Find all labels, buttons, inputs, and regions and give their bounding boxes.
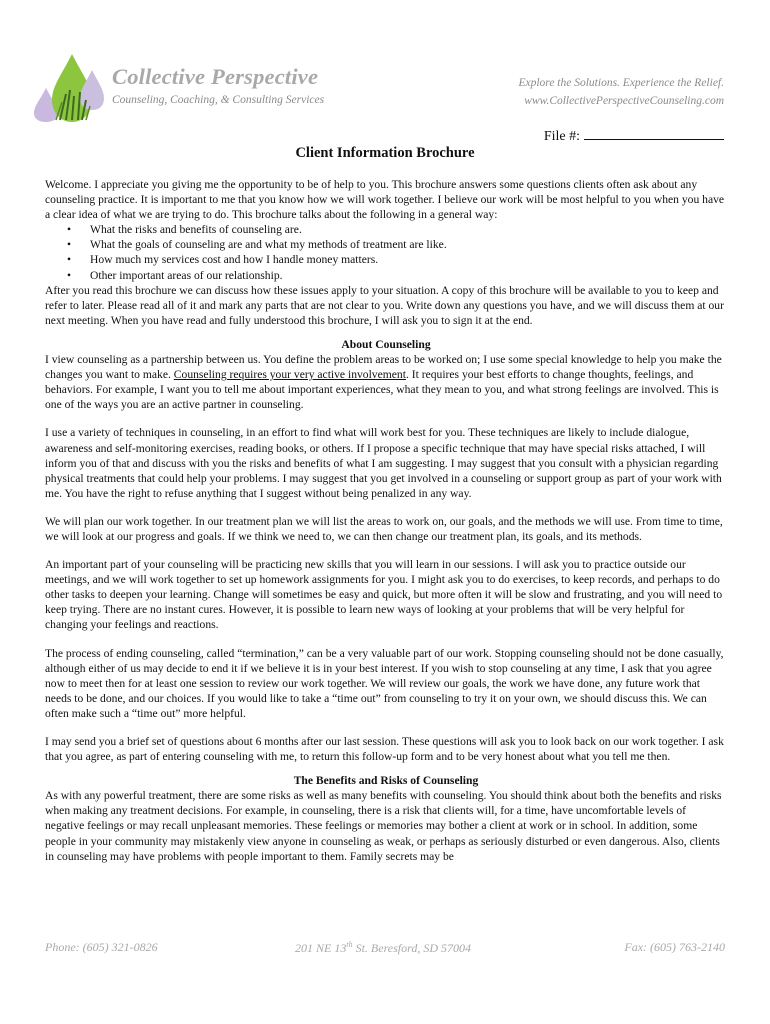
bullet-icon: •	[67, 253, 72, 267]
about-paragraph-4: An important part of your counseling will be practicing new skills that you will learn in our sessions. I will ask you to practice outside our meetings, and we will work together to set up homework assignments for you. I might ask you to do exercises, to keep records, and perhaps to do other tasks to deepen your learning. Change will sometimes be easy and quick, but more often it will be slow and frustrating, and you will need to keep trying. There are no instant cures. However, it is possible to learn new ways of looking at your problems that will be very helpful for changing your feelings and reactions.	[45, 558, 723, 632]
about-paragraph-2: I use a variety of techniques in counseling, in an effort to find what will work best for you. These techniques are likely to include dialogue, awareness and self-monitoring exercises, reading books, or others. If I propose a specific technique that may have special risks attached, I will inform you of that and discuss with you the risks and benefits of what I am suggesting. I may suggest that you consult with a physician regarding physical treatments that could help your problems. I may suggest that you get involved in a counseling or support group as part of your work with me. You have the right to refuse anything that I suggest without being penalized in any way.	[45, 426, 722, 500]
about-counseling-heading: About Counseling	[341, 337, 431, 351]
footer-phone: Phone: (605) 321-0826	[45, 940, 158, 954]
about-paragraph-5: The process of ending counseling, called “termination,” can be a very valuable part of our work. Stopping counseling should not be done casually, although either of us may decide to end it if we believe it is in your best interest. If you wish to stop counseling at any time, I ask that you agree now to meet then for at least one session to review our work together. We will review our goals, the work we have done, any future work that needs to be done, and our choices. If you would like to take a “time out” from counseling to try it on your own, we should discuss this. We can often make such a “time out” more helpful.	[45, 646, 724, 720]
file-number-blank[interactable]	[584, 127, 724, 140]
footer-fax: Fax: (605) 763-2140	[624, 940, 725, 954]
intro-closing-paragraph: After you read this brochure we can discuss how these issues apply to your situation. A copy of this brochure will be available to you to keep and refer to later. Please read all of it and mark any parts that are not clear to you. Write down any questions you have, and we will discuss them at our next meeting. When you have read and fully understood this brochure, I will ask you to sign it at the end.	[45, 283, 724, 327]
list-item: • What the risks and benefits of counseling are.	[67, 223, 302, 237]
list-item: • What the goals of counseling are and what my methods of treatment are like.	[67, 238, 447, 252]
bullet-icon: •	[67, 238, 72, 252]
footer-address: 201 NE 13th St. Beresford, SD 57004	[295, 940, 472, 955]
company-name: Collective Perspective	[112, 64, 319, 89]
list-item: • How much my services cost and how I handle money matters.	[67, 253, 379, 267]
company-website[interactable]: www.CollectivePerspectiveCounseling.com	[524, 95, 724, 107]
file-number-field[interactable]	[544, 127, 724, 145]
company-tagline: Explore the Solutions. Experience the Relief.	[518, 77, 724, 89]
about-paragraph-6: I may send you a brief set of questions about 6 months after our last session. These questions will ask you to look back on our work together. I ask that you agree, as part of entering counseling with me, to return this follow-up form and to be very honest about what you tell me then.	[45, 735, 724, 764]
brochure-body	[45, 177, 727, 864]
topics-list	[45, 222, 727, 282]
about-paragraph-1: I view counseling as a partnership between us. You define the problem areas to be worked on; I use some special knowledge to help you make the changes you want to make. Counseling requires your very active involvement. It requires your best efforts to change thoughts, feelings, and behaviors. For example, I want you to tell me about important experiences, what they mean to you, and what strong feelings are involved. This is one of the ways you are an active partner in counseling.	[45, 353, 722, 412]
company-services: Counseling, Coaching, & Consulting Services	[112, 94, 325, 106]
benefits-paragraph-1: As with any powerful treatment, there are some risks as well as many benefits with counseling. You should think about both the benefits and risks when making any treatment decisions. For example, in counseling, there is a risk that clients will, for a time, have uncomfortable levels of negative feelings or may recall unpleasant memories. These feelings or memories may bother a client at work or in school. In addition, some people in your community may mistakenly view anyone in counseling as weak, or perhaps as seriously disturbed or even dangerous. Also, clients in counseling may have problems with people important to them. Family secrets may be	[45, 789, 722, 863]
file-number-label: File #:	[543, 129, 580, 144]
bullet-icon: •	[67, 223, 72, 237]
logo-droplets-icon	[30, 50, 110, 122]
about-paragraph-3: We will plan our work together. In our treatment plan we will list the areas to work on, our goals, and the methods we will use. From time to time, we will look at our progress and goals. If we think we need to, we can then change our treatment plan, its goals, and its methods.	[45, 514, 723, 543]
benefits-risks-heading: The Benefits and Risks of Counseling	[293, 774, 479, 788]
intro-paragraph: Welcome. I appreciate you giving me the opportunity to be of help to you. This brochure answers some questions clients often ask about any counseling practice. It is important to me that you know how we will work together. I believe our work will be most helpful to you when you have a clear idea of what we are trying to do. This brochure talks about the following in a general way:	[45, 178, 725, 222]
list-item: • Other important areas of our relationship.	[67, 268, 283, 282]
document-title: Client Information Brochure	[295, 145, 475, 161]
bullet-icon: •	[67, 268, 72, 282]
active-involvement-text: Counseling requires your very active involvement	[173, 368, 406, 382]
